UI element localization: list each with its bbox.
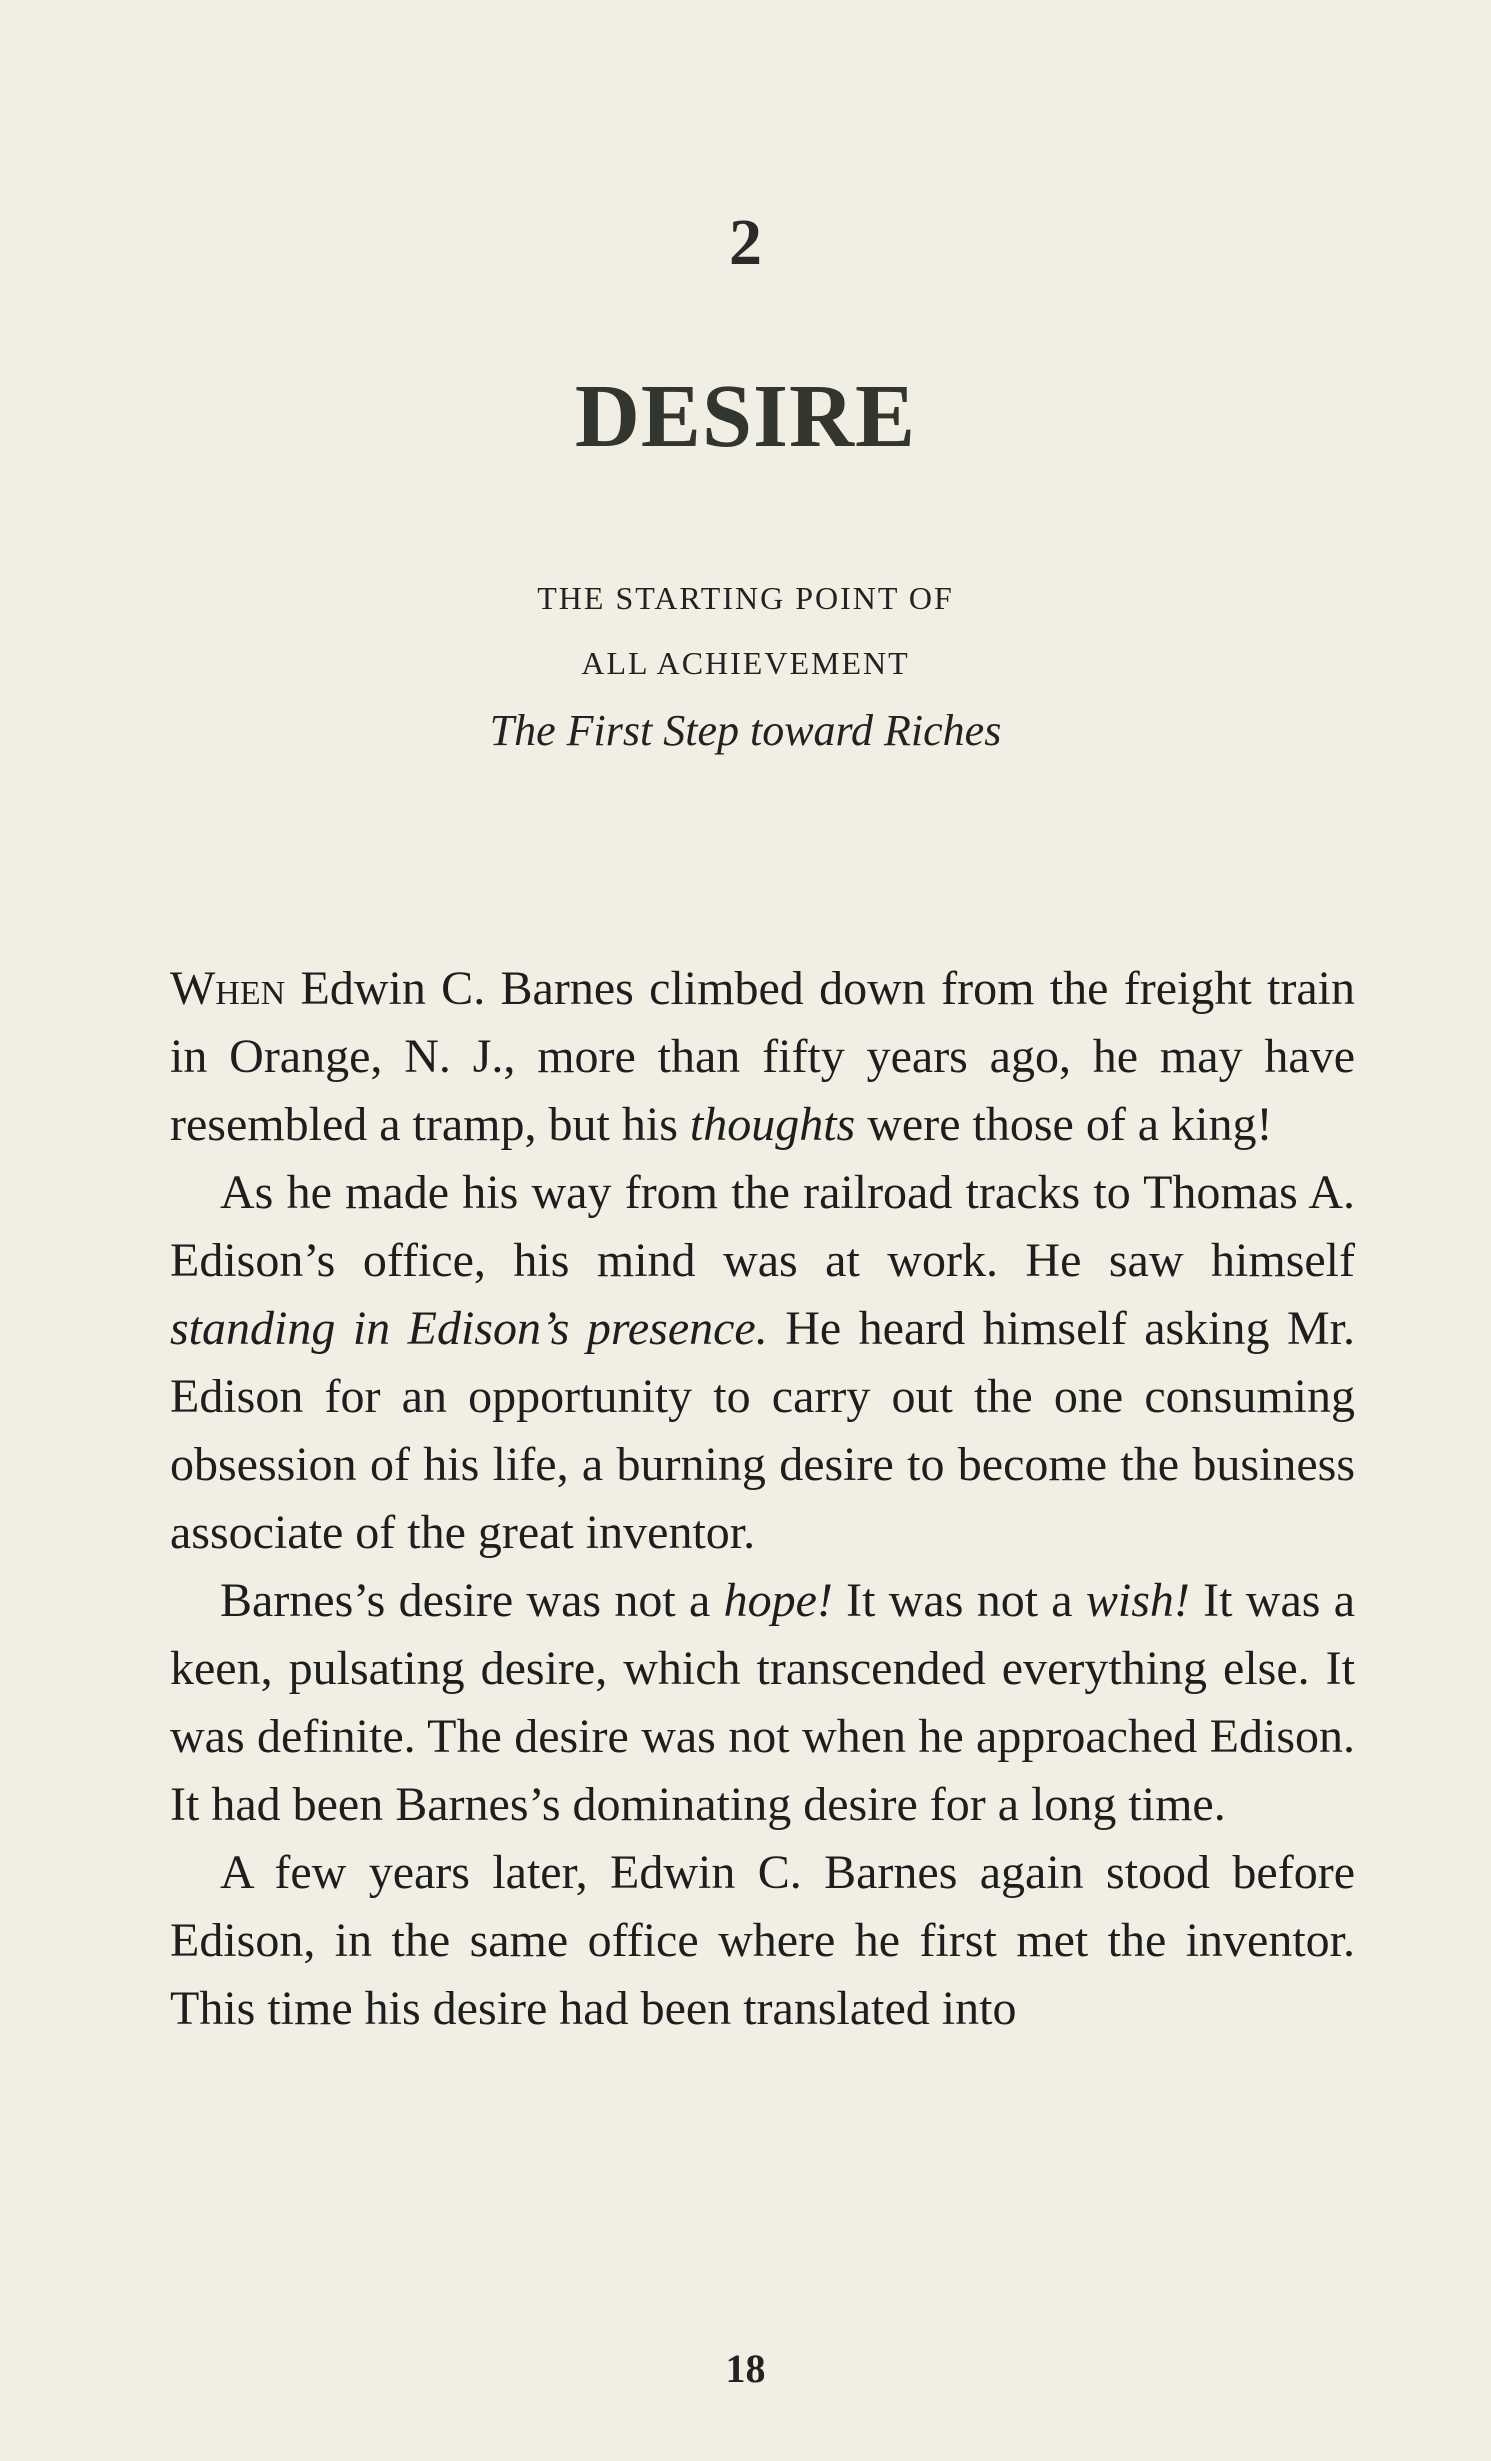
paragraph-text: Barnes’s desire was not a [220, 1574, 724, 1627]
paragraph-lead-word: When [170, 962, 286, 1015]
chapter-tagline: The First Step toward Riches [489, 706, 1002, 755]
emphasis-text: thoughts [689, 1098, 856, 1151]
paragraph-text: were those of a king! [855, 1098, 1273, 1151]
chapter-subtitle-line-2: ALL ACHIEVEMENT [581, 645, 910, 681]
chapter-subtitle-line-1: THE STARTING POINT OF [537, 580, 954, 616]
paragraph-text: A few years later, Edwin C. Barnes again stood before Edison, in the same office where he first met the inventor. This time his desire had been translated into [170, 1846, 1355, 2035]
emphasis-text: hope! [723, 1574, 833, 1627]
page-number: 18 [725, 2346, 766, 2391]
paragraph-text: As he made his way from the railroad tracks to Thomas A. Edison’s office, his mind was at work. He saw himself [170, 1166, 1355, 1287]
paragraph-text: Edwin C. Barnes climbed down from the freight train in Orange, N. J., more than fifty years ago, he may have resembled a tramp, but his [170, 962, 1355, 1151]
paragraph-1 [170, 955, 1355, 1159]
paragraph-2 [170, 1159, 1355, 1567]
body-text [170, 955, 1355, 2043]
paragraph-text: He heard himself asking Mr. Edison for an opportunity to carry out the one consuming obsession of his life, a burning desire to become the business associate of the great inventor. [170, 1302, 1356, 1559]
paragraph-text: It was not a [832, 1574, 1086, 1627]
emphasis-text: standing in Edison’s presence. [170, 1302, 768, 1355]
paragraph-4 [170, 1839, 1355, 2043]
emphasis-text: wish! [1085, 1574, 1190, 1627]
paragraph-3 [170, 1567, 1355, 1839]
chapter-title: DESIRE [574, 367, 917, 466]
paragraph-text: It was a keen, pulsating desire, which transcended everything else. It was definite. The desire was not when he approached Edison. It had been Barnes’s dominating desire for a long time. [170, 1574, 1356, 1831]
chapter-number: 2 [729, 206, 762, 279]
